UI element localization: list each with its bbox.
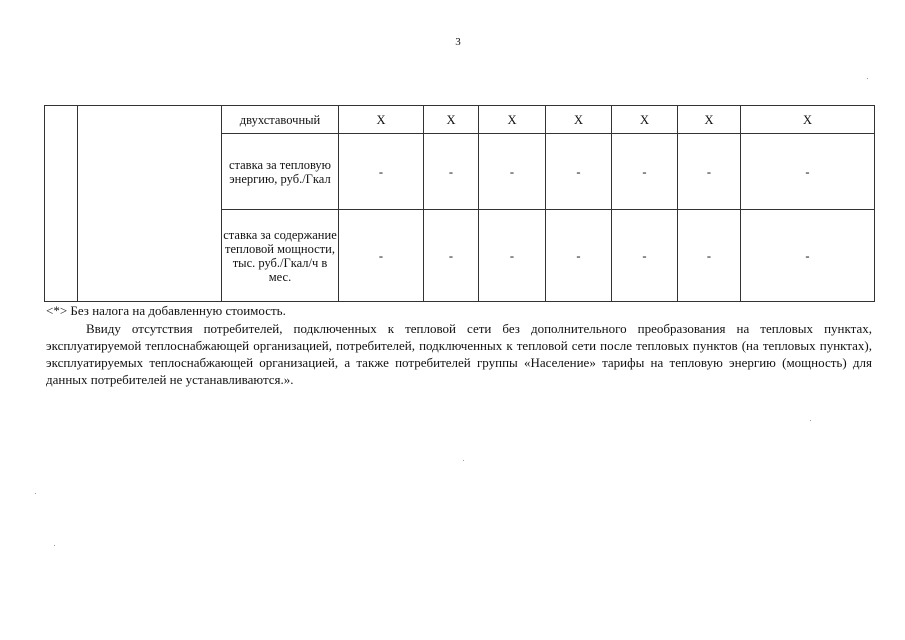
- value-cell: -: [479, 210, 546, 302]
- value-cell: -: [678, 134, 741, 210]
- scan-speck: [54, 545, 55, 546]
- row-label: ставка за содержание тепловой мощности, тыс. руб./Гкал/ч в мес.: [222, 210, 339, 302]
- value-cell: X: [546, 106, 612, 134]
- scan-speck: [867, 78, 868, 79]
- value-cell: -: [612, 134, 678, 210]
- value-cell: X: [678, 106, 741, 134]
- value-cell: -: [424, 134, 479, 210]
- value-cell: X: [479, 106, 546, 134]
- scan-speck: [463, 460, 464, 461]
- value-cell: -: [339, 210, 424, 302]
- value-cell: -: [546, 134, 612, 210]
- page-number: 3: [455, 36, 461, 48]
- value-cell: -: [612, 210, 678, 302]
- empty-cell: [45, 106, 78, 302]
- body-paragraph: Ввиду отсутствия потребителей, подключенных к тепловой сети без дополнительного преобразования на тепловых пунктах, эксплуатируемой теплоснабжающей организацией, потребителей, подключенных к тепловой сети после тепловых пунктов (на тепловых пунктах), эксплуатируемых теплоснабжающей организацией, а также потребителей группы «Население» тарифы на тепловую энергию (мощность) для данных потребителей не устанавливаются.».: [46, 321, 872, 387]
- table-row: [45, 106, 875, 134]
- value-cell: X: [612, 106, 678, 134]
- value-cell: -: [546, 210, 612, 302]
- value-cell: -: [678, 210, 741, 302]
- value-cell: X: [741, 106, 875, 134]
- value-cell: -: [741, 134, 875, 210]
- value-cell: -: [424, 210, 479, 302]
- value-cell: -: [479, 134, 546, 210]
- value-cell: X: [424, 106, 479, 134]
- row-label: двухставочный: [222, 106, 339, 134]
- footnote: <*> Без налога на добавленную стоимость.: [46, 303, 286, 318]
- value-cell: -: [339, 134, 424, 210]
- empty-cell: [78, 106, 222, 302]
- value-cell: X: [339, 106, 424, 134]
- value-cell: -: [741, 210, 875, 302]
- scan-speck: [810, 420, 811, 421]
- scan-speck: [35, 493, 36, 494]
- row-label: ставка за тепловую энергию, руб./Гкал: [222, 134, 339, 210]
- tariff-table: [44, 105, 875, 302]
